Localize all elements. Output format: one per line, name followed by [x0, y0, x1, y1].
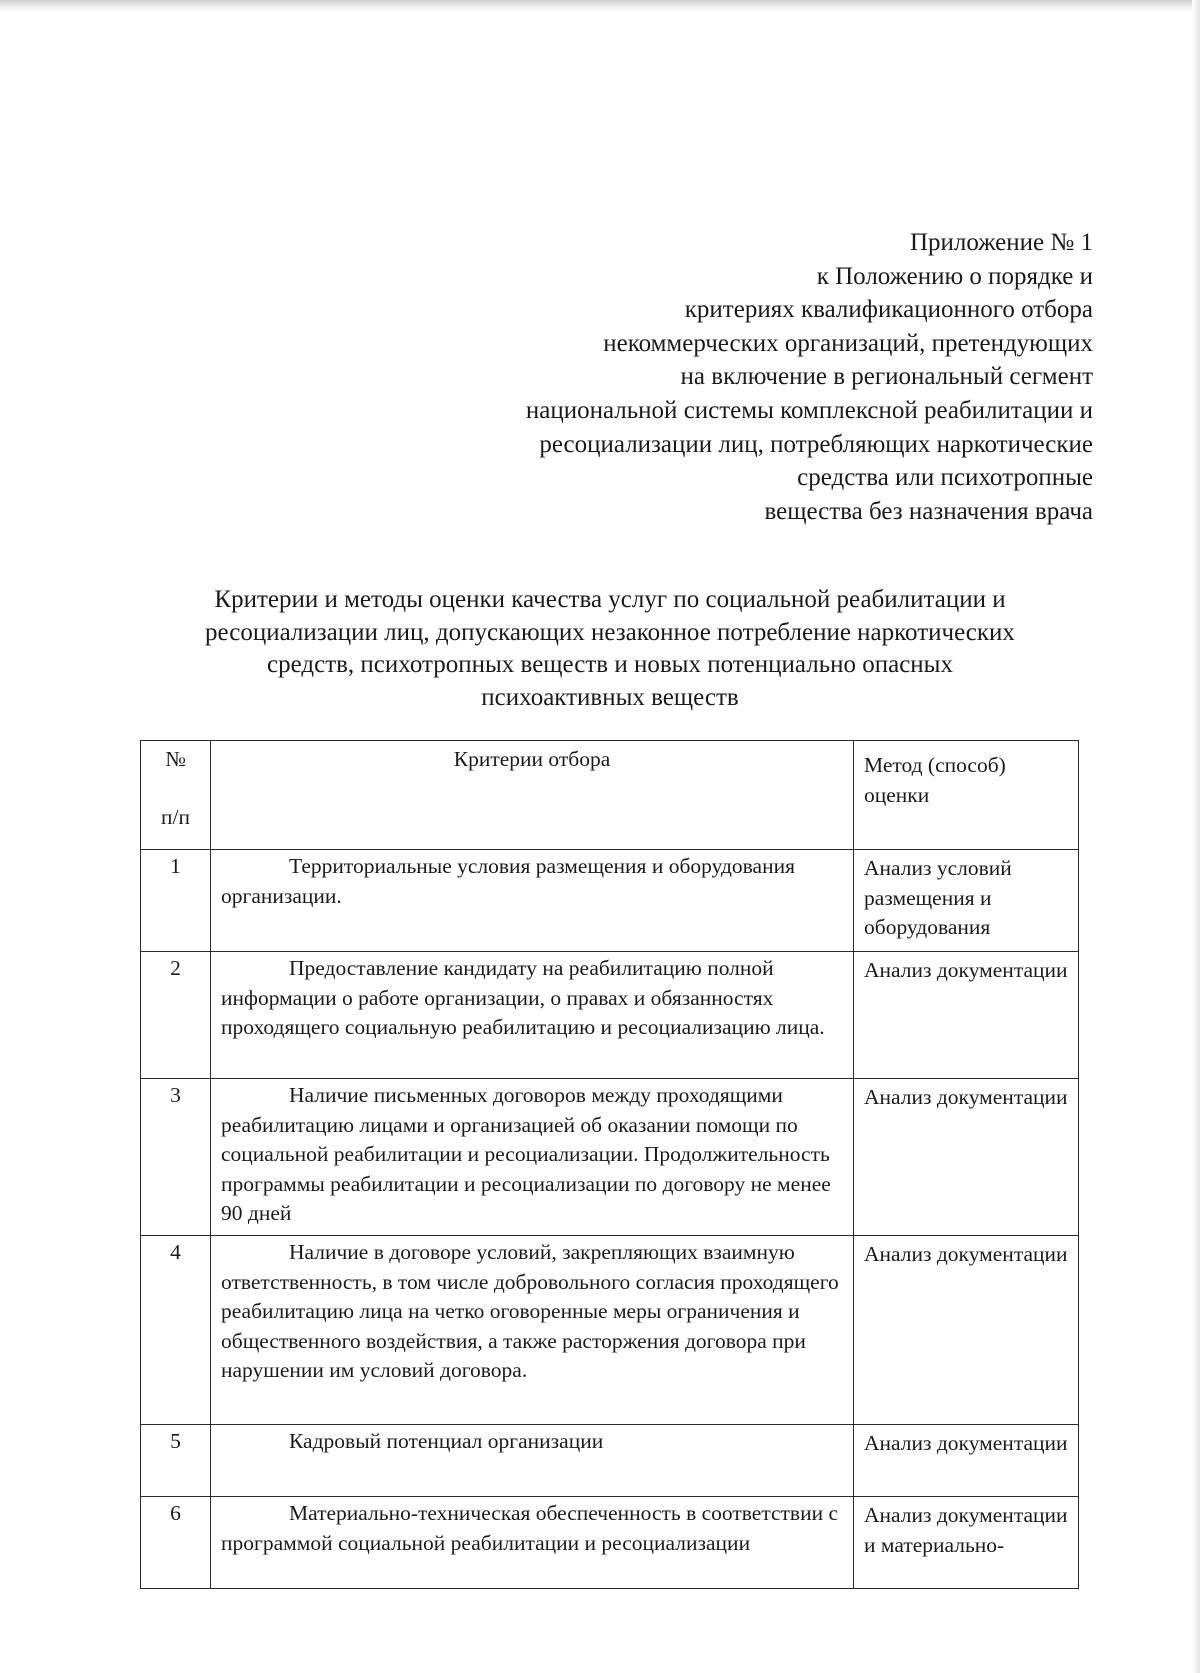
- row-number: 6: [141, 1497, 211, 1589]
- appendix-line: некоммерческих организаций, претендующих: [603, 329, 1093, 357]
- row-method: Анализ условий размещения и оборудования: [854, 850, 1079, 952]
- title-line: Критерии и методы оценки качества услуг по социальной реабилитации и: [214, 586, 1006, 613]
- criteria-table: [140, 740, 1079, 1589]
- table-row: [141, 1079, 1079, 1236]
- appendix-line: на включение в региональный сегмент: [680, 363, 1093, 391]
- row-number: 5: [141, 1425, 211, 1497]
- row-criteria: [211, 952, 854, 1079]
- row-criteria: [211, 1425, 854, 1497]
- row-criteria: [211, 1497, 854, 1589]
- row-criteria-text: Территориальные условия размещения и оборудования организации.: [221, 854, 795, 908]
- row-method: Анализ документации и материально-: [854, 1497, 1079, 1589]
- table-row: [141, 1425, 1079, 1497]
- appendix-line: вещества без назначения врача: [764, 497, 1093, 525]
- header-method: Метод (способ) оценки: [854, 741, 1079, 850]
- appendix-line: к Положению о порядке и: [816, 262, 1093, 290]
- appendix-line: средства или психотропные: [797, 464, 1093, 492]
- row-number: 2: [141, 952, 211, 1079]
- row-method: Анализ документации: [854, 1236, 1079, 1425]
- row-method: Анализ документации: [854, 952, 1079, 1079]
- scan-shadow-top: [0, 0, 1200, 12]
- row-number: 3: [141, 1079, 211, 1236]
- appendix-line: критериях квалификационного отбора: [684, 296, 1093, 324]
- row-criteria: [211, 1236, 854, 1425]
- document-title: [140, 584, 1080, 714]
- appendix-line: ресоциализации лиц, потребляющих наркотические: [539, 430, 1093, 458]
- header-number: [141, 741, 211, 850]
- row-criteria: [211, 850, 854, 952]
- title-line: средств, психотропных веществ и новых потенциально опасных: [267, 651, 953, 678]
- row-criteria-text: Наличие в договоре условий, закрепляющих взаимную ответственность, в том числе добровольного согласия проходящего реабилитацию лица на четко оговоренные меры ограничения и общественного воздействия, а также расторжения договора при нарушении им условий договора.: [221, 1240, 839, 1382]
- appendix-line: Приложение № 1: [909, 229, 1093, 256]
- scan-shadow-right: [1192, 0, 1200, 1673]
- header-number-abbr: п/п: [161, 804, 190, 829]
- row-criteria: [211, 1079, 854, 1236]
- header-number-sign: №: [165, 747, 186, 771]
- row-method: Анализ документации: [854, 1425, 1079, 1497]
- row-criteria-text: Кадровый потенциал организации: [289, 1429, 604, 1453]
- table-row: [141, 952, 1079, 1079]
- row-method: Анализ документации: [854, 1079, 1079, 1236]
- table-header-row: [141, 741, 1079, 850]
- row-criteria-text: Предоставление кандидату на реабилитацию полной информации о работе организации, о правах и обязанностях проходящего социальную реабилитацию и ресоциализацию лица.: [221, 956, 825, 1039]
- row-number: 1: [141, 850, 211, 952]
- appendix-header: [526, 226, 1093, 528]
- table-row: [141, 1497, 1079, 1589]
- row-criteria-text: Материально-техническая обеспеченность в соответствии с программой социальной реабилитации и ресоциализации: [221, 1501, 838, 1555]
- row-number: 4: [141, 1236, 211, 1425]
- appendix-line: национальной системы комплексной реабилитации и: [525, 396, 1093, 424]
- title-line: ресоциализации лиц, допускающих незаконное потребление наркотических: [205, 618, 1015, 646]
- row-criteria-text: Наличие письменных договоров между проходящими реабилитацию лицами и организацией об оказании помощи по социальной реабилитации и ресоциализации. Продолжительность программы реабилитации и ресоциализации по договору не менее 90 дней: [221, 1083, 831, 1225]
- table-row: [141, 1236, 1079, 1425]
- header-criteria: Критерии отбора: [211, 741, 854, 850]
- title-line: психоактивных веществ: [481, 683, 739, 711]
- table-row: [141, 850, 1079, 952]
